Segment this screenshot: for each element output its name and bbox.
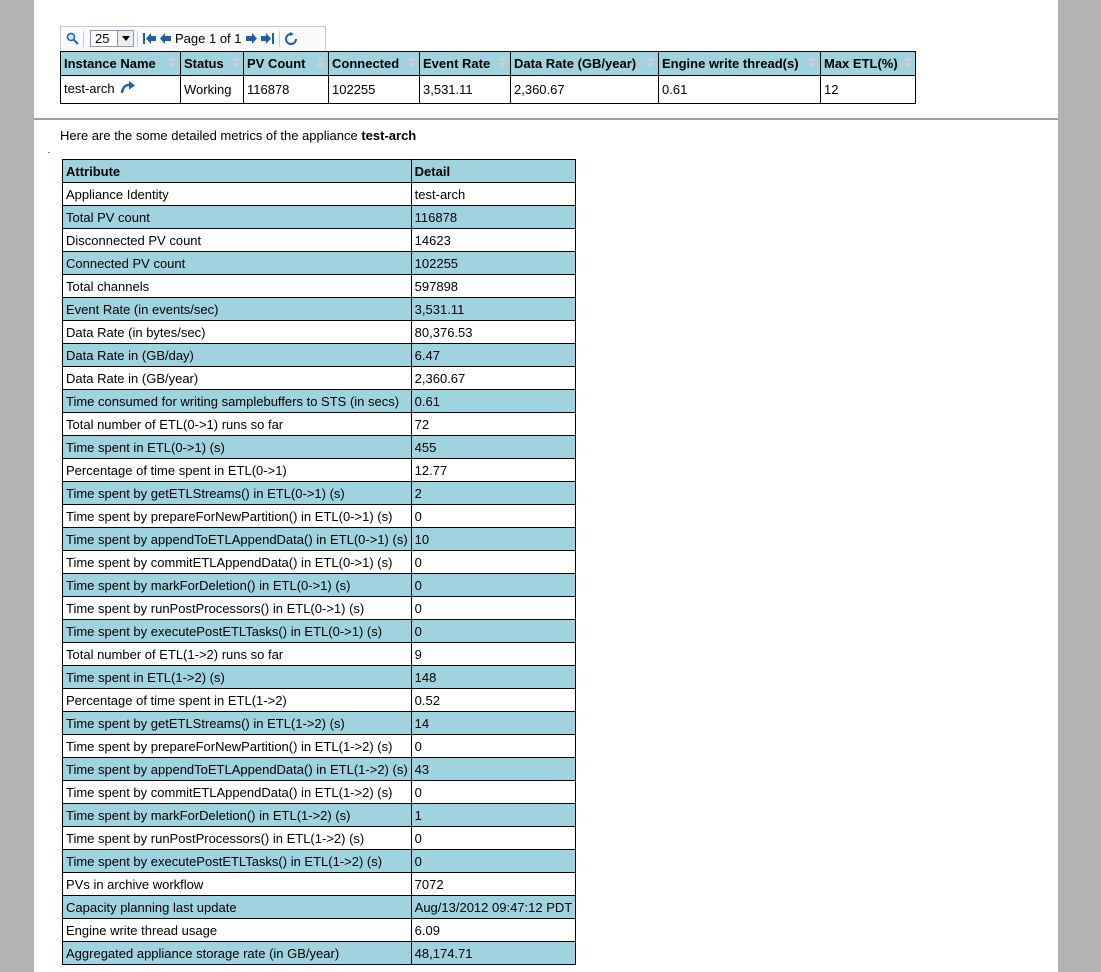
detail-cell: 148: [411, 666, 576, 689]
table-row: [63, 390, 576, 413]
detail-cell: 0.61: [411, 390, 576, 413]
column-label: Status: [184, 56, 224, 71]
attribute-cell: Total channels: [63, 275, 412, 298]
column-header-max-etl[interactable]: [821, 52, 916, 76]
detail-cell: 116878: [411, 206, 576, 229]
detail-cell: 0.52: [411, 689, 576, 712]
attribute-cell: Time spent in ETL(0->1) (s): [63, 436, 412, 459]
attribute-cell: Time spent by getETLStreams() in ETL(1->2) (s): [63, 712, 412, 735]
table-row: [63, 919, 576, 942]
table-row: [63, 252, 576, 275]
attribute-cell: Time spent by getETLStreams() in ETL(0->1) (s): [63, 482, 412, 505]
column-label: PV Count: [247, 56, 306, 71]
table-row: [63, 804, 576, 827]
cell-event-rate: 3,531.11: [420, 76, 511, 104]
detail-cell: 12.77: [411, 459, 576, 482]
detail-cell: 0: [411, 620, 576, 643]
attribute-cell: Time spent by markForDeletion() in ETL(1->2) (s): [63, 804, 412, 827]
attribute-cell: Time spent by executePostETLTasks() in ETL(0->1) (s): [63, 620, 412, 643]
column-header-status[interactable]: [181, 52, 244, 76]
table-row: [63, 505, 576, 528]
table-row: [63, 712, 576, 735]
column-label: Connected: [332, 56, 400, 71]
table-row[interactable]: [61, 76, 916, 104]
table-row: [63, 482, 576, 505]
cell-pv-count: 116878: [244, 76, 329, 104]
sort-icon[interactable]: [498, 55, 507, 72]
detail-cell: 0: [411, 850, 576, 873]
page-size-select[interactable]: [90, 30, 134, 47]
table-row: [63, 735, 576, 758]
pager-divider: [83, 31, 84, 47]
detail-cell: 0: [411, 574, 576, 597]
table-row: [63, 781, 576, 804]
table-row: [63, 643, 576, 666]
table-row: [63, 850, 576, 873]
sort-icon[interactable]: [231, 55, 240, 72]
page: [34, 0, 1058, 972]
attribute-cell: Percentage of time spent in ETL(1->2): [63, 689, 412, 712]
table-row: [63, 666, 576, 689]
first-page-icon[interactable]: [141, 31, 157, 47]
table-row: [63, 344, 576, 367]
detail-cell: 455: [411, 436, 576, 459]
detail-cell: 2,360.67: [411, 367, 576, 390]
table-row: [63, 551, 576, 574]
attribute-cell: Time spent by commitETLAppendData() in ETL(1->2) (s): [63, 781, 412, 804]
attribute-cell: Time spent by markForDeletion() in ETL(0->1) (s): [63, 574, 412, 597]
attribute-cell: Time spent by prepareForNewPartition() in ETL(1->2) (s): [63, 735, 412, 758]
attribute-cell: Data Rate in (GB/day): [63, 344, 412, 367]
table-row: [63, 827, 576, 850]
table-row: [63, 367, 576, 390]
attribute-cell: Total PV count: [63, 206, 412, 229]
detail-cell: 14623: [411, 229, 576, 252]
pager-divider: [279, 31, 280, 47]
detail-cell: 0: [411, 597, 576, 620]
detail-cell: 2: [411, 482, 576, 505]
detail-cell: 102255: [411, 252, 576, 275]
table-row: [63, 689, 576, 712]
detail-cell: 43: [411, 758, 576, 781]
last-page-icon[interactable]: [260, 31, 276, 47]
attribute-cell: Time spent by prepareForNewPartition() in ETL(0->1) (s): [63, 505, 412, 528]
table-row: [63, 758, 576, 781]
detail-cell: 9: [411, 643, 576, 666]
table-row: [63, 620, 576, 643]
column-label: Engine write thread(s): [662, 56, 799, 71]
section-divider: [34, 118, 1058, 120]
table-row: [63, 275, 576, 298]
detail-cell: 0: [411, 827, 576, 850]
attribute-cell: Time spent in ETL(1->2) (s): [63, 666, 412, 689]
detail-cell: 1: [411, 804, 576, 827]
detail-cell: 6.47: [411, 344, 576, 367]
column-header-attribute: Attribute: [63, 160, 412, 183]
detail-cell: 0: [411, 781, 576, 804]
table-row: [63, 574, 576, 597]
column-label: Event Rate: [423, 56, 491, 71]
table-row: [63, 413, 576, 436]
page-size-value: 25: [95, 31, 110, 46]
column-label: Data Rate (GB/year): [514, 56, 637, 71]
attribute-cell: Data Rate (in bytes/sec): [63, 321, 412, 344]
detail-cell: 72: [411, 413, 576, 436]
go-arrow-icon[interactable]: [120, 81, 136, 98]
intro-text: [60, 128, 416, 143]
prev-page-icon[interactable]: [157, 31, 173, 47]
attribute-cell: Aggregated appliance storage rate (in GB/year): [63, 942, 412, 965]
attribute-cell: Percentage of time spent in ETL(0->1): [63, 459, 412, 482]
search-icon[interactable]: [64, 31, 80, 47]
detail-cell: 0: [411, 735, 576, 758]
detail-cell: 7072: [411, 873, 576, 896]
attribute-cell: Total number of ETL(0->1) runs so far: [63, 413, 412, 436]
instance-grid: [60, 51, 916, 104]
detail-cell: 0: [411, 551, 576, 574]
sort-icon[interactable]: [903, 55, 912, 72]
detail-cell: 48,174.71: [411, 942, 576, 965]
column-header-detail: Detail: [411, 160, 576, 183]
detail-cell: 6.09: [411, 919, 576, 942]
table-row: [63, 206, 576, 229]
attribute-cell: Time spent by commitETLAppendData() in ETL(0->1) (s): [63, 551, 412, 574]
table-row: [63, 873, 576, 896]
table-row: [63, 597, 576, 620]
detail-cell: 14: [411, 712, 576, 735]
column-header-event-rate[interactable]: [420, 52, 511, 76]
table-row: [63, 896, 576, 919]
column-header-engine-write[interactable]: [659, 52, 821, 76]
detail-cell: test-arch: [411, 183, 576, 206]
attribute-cell: Data Rate in (GB/year): [63, 367, 412, 390]
detail-header-row: [63, 160, 576, 183]
detail-cell: 597898: [411, 275, 576, 298]
sort-icon[interactable]: [316, 55, 325, 72]
table-row: [63, 298, 576, 321]
cell-instance-name[interactable]: [61, 76, 181, 104]
detail-cell: 80,376.53: [411, 321, 576, 344]
intro-label: Here are the some detailed metrics of the appliance: [60, 128, 362, 143]
cell-max-etl: 12: [821, 76, 916, 104]
page-indicator: Page 1 of 1: [175, 31, 242, 46]
attribute-cell: Connected PV count: [63, 252, 412, 275]
column-header-connected[interactable]: [329, 52, 420, 76]
cell-connected: 102255: [329, 76, 420, 104]
sort-icon[interactable]: [407, 55, 416, 72]
attribute-cell: Capacity planning last update: [63, 896, 412, 919]
attribute-cell: Total number of ETL(1->2) runs so far: [63, 643, 412, 666]
cell-data-rate: 2,360.67: [511, 76, 659, 104]
detail-table: [62, 159, 576, 965]
detail-table-body: [63, 183, 576, 965]
attribute-cell: Event Rate (in events/sec): [63, 298, 412, 321]
column-header-instance-name[interactable]: [61, 52, 181, 76]
stray-dot: [48, 152, 50, 153]
instance-name-link[interactable]: test-arch: [64, 81, 115, 96]
column-header-data-rate[interactable]: [511, 52, 659, 76]
attribute-cell: Time spent by appendToETLAppendData() in ETL(1->2) (s): [63, 758, 412, 781]
table-row: [63, 321, 576, 344]
column-header-pv-count[interactable]: [244, 52, 329, 76]
attribute-cell: Appliance Identity: [63, 183, 412, 206]
cell-engine-write: 0.61: [659, 76, 821, 104]
column-label: Instance Name: [64, 56, 156, 71]
attribute-cell: Time consumed for writing samplebuffers to STS (in secs): [63, 390, 412, 413]
grid-header-row: [61, 52, 916, 76]
cell-status: Working: [181, 76, 244, 104]
detail-cell: Aug/13/2012 09:47:12 PDT: [411, 896, 576, 919]
attribute-cell: Time spent by runPostProcessors() in ETL(0->1) (s): [63, 597, 412, 620]
pager-toolbar: [60, 26, 326, 50]
attribute-cell: Disconnected PV count: [63, 229, 412, 252]
chevron-down-icon[interactable]: [117, 31, 133, 46]
detail-cell: 0: [411, 505, 576, 528]
detail-cell: 3,531.11: [411, 298, 576, 321]
sort-icon[interactable]: [168, 55, 177, 72]
detail-cell: 10: [411, 528, 576, 551]
column-label: Max ETL(%): [824, 56, 898, 71]
attribute-cell: PVs in archive workflow: [63, 873, 412, 896]
attribute-cell: Time spent by appendToETLAppendData() in ETL(0->1) (s): [63, 528, 412, 551]
refresh-icon[interactable]: [283, 31, 299, 47]
attribute-cell: Time spent by executePostETLTasks() in ETL(1->2) (s): [63, 850, 412, 873]
appliance-name: test-arch: [361, 128, 417, 143]
table-row: [63, 459, 576, 482]
table-row: [63, 942, 576, 965]
next-page-icon[interactable]: [244, 31, 260, 47]
table-row: [63, 528, 576, 551]
pager-divider: [137, 31, 138, 47]
attribute-cell: Time spent by runPostProcessors() in ETL(1->2) (s): [63, 827, 412, 850]
table-row: [63, 183, 576, 206]
attribute-cell: Engine write thread usage: [63, 919, 412, 942]
sort-icon[interactable]: [646, 55, 655, 72]
table-row: [63, 229, 576, 252]
table-row: [63, 436, 576, 459]
sort-icon[interactable]: [808, 55, 817, 72]
